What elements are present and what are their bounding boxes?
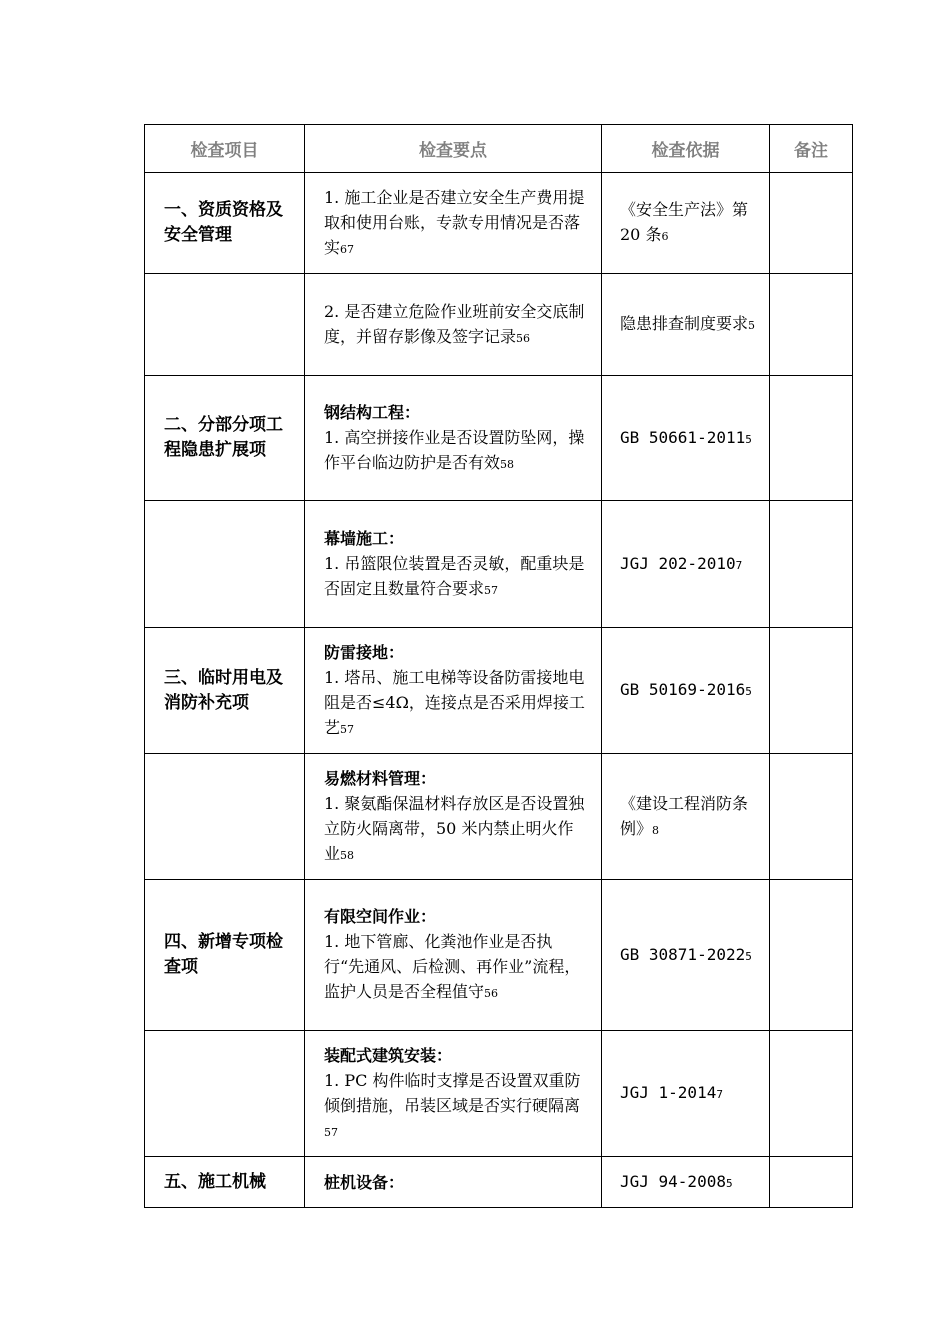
table-row — [145, 880, 853, 1031]
item-cell — [145, 274, 305, 376]
point-cell: 易燃材料管理： 1. 聚氨酯保温材料存放区是否设置独立防火隔离带，50 米内禁止明火作业58 — [305, 754, 602, 880]
point-cell: 桩机设备： — [305, 1157, 602, 1208]
point-cell: 钢结构工程： 1. 高空拼接作业是否设置防坠网，操作平台临边防护是否有效58 — [305, 376, 602, 501]
note-cell — [770, 501, 853, 628]
point-ref: 57 — [324, 1125, 338, 1139]
table-header-row — [145, 125, 853, 173]
subsection-title: 有限空间作业 — [324, 907, 421, 926]
note-cell — [770, 628, 853, 754]
point-ref: 58 — [500, 457, 515, 471]
point-ref: 67 — [340, 242, 355, 256]
table-row — [145, 1157, 853, 1208]
point-cell: 防雷接地： 1. 塔吊、施工电梯等设备防雷接地电阻是否≤4Ω，连接点是否采用焊接工艺57 — [305, 628, 602, 754]
header-point: 检查要点 — [305, 125, 602, 173]
basis-ref: 5 — [725, 1176, 733, 1190]
subsection-title: 桩机设备 — [324, 1172, 389, 1192]
basis-ref: 8 — [652, 823, 660, 837]
note-cell — [770, 274, 853, 376]
note-cell — [770, 376, 853, 501]
point-cell: 幕墙施工： 1. 吊篮限位装置是否灵敏，配重块是否固定且数量符合要求57 — [305, 501, 602, 628]
table-row — [145, 173, 853, 274]
header-note: 备注 — [770, 125, 853, 173]
point-text: 2. 是否建立危险作业班前安全交底制度，并留存影像及签字记录 — [324, 301, 585, 346]
item-cell — [145, 1031, 305, 1157]
table-row — [145, 754, 853, 880]
point-text: 1. 施工企业是否建立安全生产费用提取和使用台账，专款专用情况是否落实 — [324, 187, 585, 257]
basis-text: GB 50661-2011 — [620, 427, 746, 447]
inspection-table — [144, 124, 853, 1208]
table-row — [145, 501, 853, 628]
point-cell: 装配式建筑安装： 1. PC 构件临时支撑是否设置双重防倾倒措施，吊装区域是否实行硬隔离57 — [305, 1031, 602, 1157]
basis-ref: 5 — [745, 949, 752, 963]
basis-ref: 5 — [748, 319, 756, 332]
point-cell: 有限空间作业： 1. 地下管廊、化粪池作业是否执行“先通风、后检测、再作业”流程，监护人员是否全程值守56 — [305, 880, 602, 1031]
table-row — [145, 628, 853, 754]
point-ref: 57 — [484, 583, 499, 597]
basis-cell — [602, 1031, 770, 1157]
basis-cell — [602, 501, 770, 628]
basis-ref: 6 — [661, 230, 669, 243]
table-row — [145, 274, 853, 376]
point-text: 1. PC 构件临时支撑是否设置双重防倾倒措施，吊装区域是否实行硬隔离 — [324, 1070, 581, 1115]
basis-text: 《建设工程消防条例》 — [620, 793, 749, 838]
basis-text: GB 50169-2016 — [620, 680, 746, 699]
note-cell — [770, 754, 853, 880]
subsection-title: 易燃材料管理 — [324, 768, 421, 788]
point-ref: 58 — [340, 848, 355, 862]
table-row — [145, 376, 853, 501]
header-basis: 检查依据 — [602, 125, 770, 173]
header-item: 检查项目 — [145, 125, 305, 173]
basis-ref: 5 — [745, 685, 752, 698]
item-cell — [145, 501, 305, 628]
item-cell: 五、施工机械 — [145, 1157, 305, 1208]
basis-cell — [602, 628, 770, 754]
basis-ref: 7 — [735, 558, 743, 572]
note-cell — [770, 173, 853, 274]
subsection-title: 幕墙施工 — [324, 528, 389, 548]
item-cell: 一、资质资格及安全管理 — [145, 173, 305, 274]
basis-text: JGJ 1-2014 — [620, 1083, 717, 1102]
point-text: 1. 高空拼接作业是否设置防坠网，操作平台临边防护是否有效 — [324, 427, 585, 472]
point-ref: 56 — [484, 987, 499, 1000]
point-cell — [305, 274, 602, 376]
point-ref: 57 — [340, 722, 355, 736]
basis-cell — [602, 274, 770, 376]
note-cell — [770, 1031, 853, 1157]
basis-text: JGJ 94-2008 — [620, 1171, 726, 1191]
point-text: 1. 吊篮限位装置是否灵敏，配重块是否固定且数量符合要求 — [324, 553, 585, 598]
table-row — [145, 1031, 853, 1157]
point-cell — [305, 173, 602, 274]
point-text: 1. 聚氨酯保温材料存放区是否设置独立防火隔离带，50 米内禁止明火作业 — [324, 793, 585, 863]
basis-text: 隐患排查制度要求 — [620, 314, 749, 333]
item-cell — [145, 754, 305, 880]
subsection-title: 装配式建筑安装 — [324, 1045, 437, 1065]
basis-cell — [602, 754, 770, 880]
basis-cell — [602, 173, 770, 274]
basis-ref: 7 — [716, 1088, 723, 1101]
item-cell: 四、新增专项检查项 — [145, 880, 305, 1031]
note-cell — [770, 880, 853, 1031]
basis-text: GB 30871-2022 — [620, 944, 746, 964]
point-text: 1. 地下管廊、化粪池作业是否执行“先通风、后检测、再作业”流程，监护人员是否全程值守 — [324, 932, 581, 1001]
note-cell — [770, 1157, 853, 1208]
item-cell: 二、分部分项工程隐患扩展项 — [145, 376, 305, 501]
point-ref: 56 — [516, 331, 531, 345]
item-cell: 三、临时用电及消防补充项 — [145, 628, 305, 754]
basis-text: 《安全生产法》第 20 条 — [620, 200, 749, 244]
basis-cell — [602, 376, 770, 501]
basis-text: JGJ 202-2010 — [620, 553, 736, 573]
subsection-title: 钢结构工程 — [324, 402, 405, 422]
subsection-title: 防雷接地 — [324, 642, 389, 662]
basis-cell — [602, 1157, 770, 1208]
basis-cell — [602, 880, 770, 1031]
point-text: 1. 塔吊、施工电梯等设备防雷接地电阻是否≤4Ω，连接点是否采用焊接工艺 — [324, 667, 585, 737]
basis-ref: 5 — [745, 432, 752, 446]
